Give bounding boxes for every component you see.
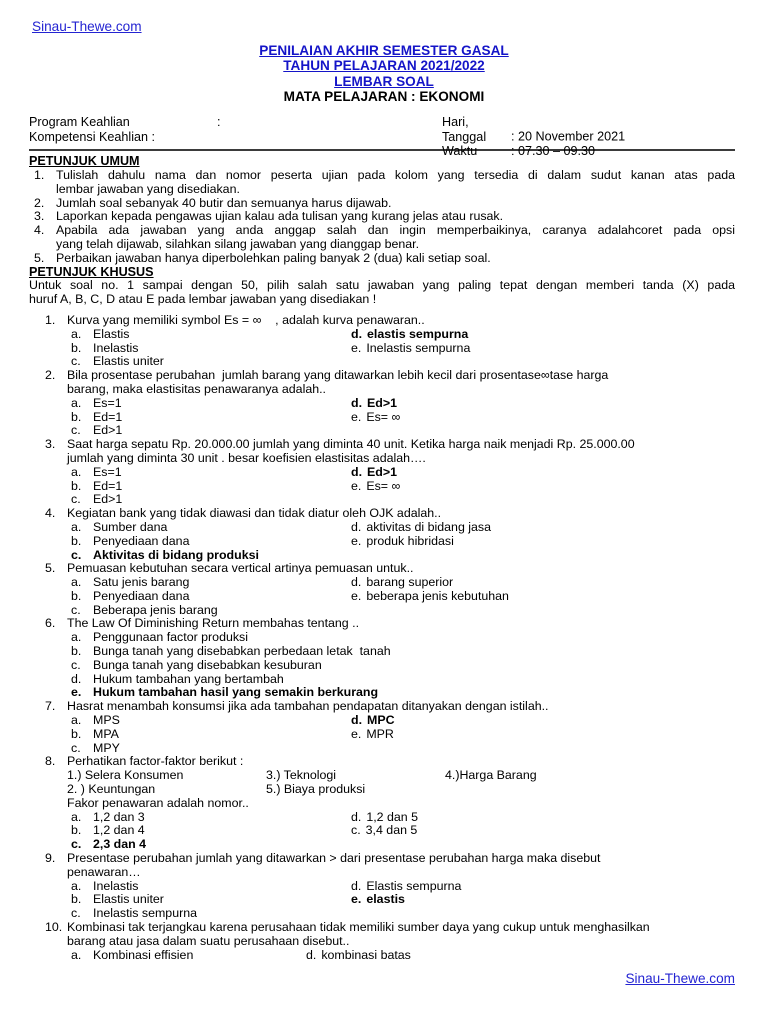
option-text: Inelastis sempurna bbox=[93, 906, 197, 921]
option-text: MPA bbox=[93, 726, 119, 741]
option-row bbox=[67, 411, 735, 425]
info-row-kompetensi bbox=[29, 130, 735, 145]
option-b bbox=[71, 644, 391, 658]
question bbox=[29, 700, 735, 755]
info-right-block bbox=[442, 115, 625, 159]
question bbox=[29, 438, 735, 507]
option-text: Ed>1 bbox=[367, 464, 397, 479]
option-label: c. bbox=[71, 354, 81, 369]
option-label: c. bbox=[71, 906, 81, 921]
option-text: aktivitas di bidang jasa bbox=[366, 519, 492, 534]
option-label: e. bbox=[351, 726, 362, 741]
option-row bbox=[67, 493, 735, 507]
option-row bbox=[67, 521, 735, 535]
option-d bbox=[351, 714, 395, 728]
petunjuk-item-line: Tulislah dahulu nama dan nomor peserta ujian pada kolom yang tersedia di dalam sudut kanan atas pada bbox=[56, 167, 735, 182]
option-a bbox=[71, 713, 120, 727]
question-text-line: Hasrat menambah konsumsi jika ada tambahan pendapatan ditanyakan dengan istilah.. bbox=[67, 699, 549, 714]
option-text: Inelastis bbox=[93, 340, 139, 355]
option-text: Aktivitas di bidang produksi bbox=[93, 547, 259, 562]
option-text: 3,4 dan 5 bbox=[365, 823, 418, 838]
petunjuk-item-text bbox=[56, 169, 735, 197]
petunjuk-khusus-heading: PETUNJUK KHUSUS bbox=[29, 264, 154, 279]
option-a bbox=[71, 396, 122, 410]
option-row bbox=[67, 342, 735, 356]
option-label: d. bbox=[306, 947, 317, 962]
option-label: c. bbox=[71, 657, 81, 672]
header-divider bbox=[29, 149, 735, 151]
option-c bbox=[71, 423, 122, 437]
question-number: 9. bbox=[45, 851, 56, 866]
question-text-line: Presentase perubahan jumlah yang ditawarkan > dari presentase perubahan harga maka disebut bbox=[67, 851, 601, 866]
program-keahlian-colon: : bbox=[217, 115, 221, 130]
option-row bbox=[67, 466, 735, 480]
option-row bbox=[67, 397, 735, 411]
option-row bbox=[67, 714, 735, 728]
petunjuk-item-text bbox=[56, 197, 735, 211]
option-label: a. bbox=[71, 878, 82, 893]
option-label: a. bbox=[71, 326, 82, 341]
option-a bbox=[71, 327, 130, 341]
option-text: Inelastis sempurna bbox=[366, 340, 471, 355]
petunjuk-item bbox=[29, 169, 735, 197]
option-row bbox=[67, 811, 735, 825]
option-row bbox=[67, 673, 735, 687]
factor-cell: 4.)Harga Barang bbox=[445, 768, 537, 783]
option-d bbox=[351, 880, 461, 894]
factor-cell: 5.) Biaya produksi bbox=[266, 782, 366, 797]
option-text: Elastis uniter bbox=[93, 892, 164, 907]
option-b bbox=[71, 823, 145, 837]
option-c bbox=[71, 548, 259, 562]
option-label: c. bbox=[71, 837, 82, 852]
hari-tanggal-value: : 20 November 2021 bbox=[511, 129, 626, 144]
petunjuk-item-number: 3. bbox=[34, 209, 45, 224]
question-lead-line: Fakor penawaran adalah nomor.. bbox=[67, 795, 249, 810]
option-label: e. bbox=[71, 685, 82, 700]
option-label: e. bbox=[351, 588, 362, 603]
option-label: a. bbox=[71, 947, 82, 962]
option-c bbox=[71, 837, 146, 851]
option-text: barang superior bbox=[366, 575, 454, 590]
question bbox=[29, 369, 735, 438]
option-text: Ed>1 bbox=[367, 395, 397, 410]
option-label: e. bbox=[351, 892, 362, 907]
option-row bbox=[67, 535, 735, 549]
option-c bbox=[71, 603, 218, 617]
petunjuk-item-line: yang telah dijawab, silahkan silang jawaban yang dianggap benar. bbox=[56, 236, 420, 251]
question-text-line: penawaran… bbox=[67, 864, 141, 879]
program-keahlian-label: Program Keahlian bbox=[29, 115, 130, 130]
info-row-program bbox=[29, 115, 735, 130]
option-c bbox=[351, 824, 417, 838]
option-b bbox=[71, 534, 189, 548]
petunjuk-item-line: Laporkan kepada pengawas ujian kalau ada tulisan yang kurang jelas atau rusak. bbox=[56, 209, 504, 224]
petunjuk-item-text bbox=[56, 252, 735, 266]
question bbox=[29, 852, 735, 921]
option-text: Es=1 bbox=[93, 395, 122, 410]
question-number: 3. bbox=[45, 437, 56, 452]
option-text: 2,3 dan 4 bbox=[93, 837, 147, 852]
option-text: Hukum tambahan yang bertambah bbox=[93, 671, 284, 686]
petunjuk-item-line: Apabila ada jawaban yang anda anggap salah dan ingin memperbaikinya, caranya adalahcoret pada opsi bbox=[56, 223, 735, 238]
option-d bbox=[71, 672, 284, 686]
option-e bbox=[351, 590, 509, 604]
question bbox=[29, 562, 735, 617]
option-label: b. bbox=[71, 588, 82, 603]
option-text: Hukum tambahan hasil yang semakin berkurang bbox=[93, 685, 379, 700]
option-row bbox=[67, 742, 735, 756]
option-text: Kombinasi effisien bbox=[93, 947, 194, 962]
option-row bbox=[67, 880, 735, 894]
option-label: d. bbox=[351, 809, 362, 824]
option-a bbox=[71, 810, 145, 824]
exam-title-line-1: PENILAIAN AKHIR SEMESTER GASAL bbox=[259, 43, 509, 58]
factor-cell: 3.) Teknologi bbox=[266, 768, 337, 783]
option-label: b. bbox=[71, 533, 82, 548]
option-row bbox=[67, 328, 735, 342]
question-text-line: barang, maka elastisitas penawaranya adalah.. bbox=[67, 381, 326, 396]
option-text: Es= ∞ bbox=[366, 409, 401, 424]
option-text: elastis sempurna bbox=[367, 326, 469, 341]
question-number: 1. bbox=[45, 312, 56, 327]
option-e bbox=[351, 728, 394, 742]
option-row bbox=[67, 590, 735, 604]
site-link-top[interactable]: Sinau-Thewe.com bbox=[32, 19, 142, 34]
info-row-waktu bbox=[442, 144, 625, 159]
option-label: e. bbox=[351, 478, 362, 493]
question-text-line: Bila prosentase perubahan jumlah barang yang ditawarkan lebih kecil dari prosentase∞tase harga bbox=[67, 368, 609, 383]
question-text-line: Kombinasi tak terjangkau karena perusahaan tidak memiliki sumber daya yang cukup untuk menghasilkan bbox=[67, 920, 650, 935]
option-text: produk hibridasi bbox=[366, 533, 454, 548]
petunjuk-item bbox=[29, 197, 735, 211]
option-e bbox=[351, 535, 454, 549]
option-text: Ed>1 bbox=[93, 423, 123, 438]
option-text: elastis bbox=[366, 892, 405, 907]
option-row bbox=[67, 838, 735, 852]
option-label: a. bbox=[71, 464, 82, 479]
option-label: d. bbox=[351, 575, 362, 590]
option-d bbox=[351, 521, 491, 535]
option-label: b. bbox=[71, 340, 82, 355]
question bbox=[29, 755, 735, 852]
exam-title-line-2: TAHUN PELAJARAN 2021/2022 bbox=[283, 58, 485, 74]
question-number: 4. bbox=[45, 506, 56, 521]
option-text: beberapa jenis kebutuhan bbox=[366, 588, 509, 603]
option-text: Beberapa jenis barang bbox=[93, 602, 218, 617]
question bbox=[29, 921, 735, 962]
factor-cell bbox=[445, 783, 735, 797]
waktu-label: Waktu bbox=[442, 144, 478, 159]
question-number: 8. bbox=[45, 754, 56, 769]
option-text: MPY bbox=[93, 740, 120, 755]
option-text: Es= ∞ bbox=[366, 478, 401, 493]
petunjuk-umum-list bbox=[29, 169, 735, 266]
petunjuk-umum-heading: PETUNJUK UMUM bbox=[29, 154, 140, 169]
option-label: a. bbox=[71, 809, 82, 824]
option-text: Elastis sempurna bbox=[366, 878, 462, 893]
waktu-value: : 07.30 – 09.30 bbox=[511, 144, 596, 159]
option-label: d. bbox=[351, 519, 362, 534]
question bbox=[29, 507, 735, 562]
option-label: b. bbox=[71, 726, 82, 741]
option-e bbox=[71, 685, 378, 699]
petunjuk-item-line: Perbaikan jawaban hanya diperbolehkan paling banyak 2 (dua) kali setiap soal. bbox=[56, 250, 491, 265]
option-b bbox=[71, 479, 122, 493]
option-row bbox=[67, 480, 735, 494]
option-text: MPS bbox=[93, 713, 120, 728]
option-b bbox=[71, 727, 119, 741]
option-label: d. bbox=[351, 713, 363, 728]
factor-cell: 1.) Selera Konsumen bbox=[67, 768, 184, 783]
question bbox=[29, 314, 735, 369]
option-row bbox=[67, 576, 735, 590]
petunjuk-item-line: Jumlah soal sebanyak 40 butir dan semuanya harus dijawab. bbox=[56, 195, 392, 210]
option-a bbox=[71, 948, 193, 962]
site-link-bottom[interactable]: Sinau-Thewe.com bbox=[625, 971, 735, 986]
option-text: MPC bbox=[367, 713, 395, 728]
petunjuk-khusus-line: huruf A, B, C, D atau E pada lembar jawaban yang disediakan ! bbox=[29, 292, 377, 307]
option-e bbox=[351, 411, 400, 425]
option-label: e. bbox=[351, 340, 362, 355]
page-content bbox=[29, 115, 735, 962]
option-label: c. bbox=[71, 492, 81, 507]
option-row bbox=[67, 424, 735, 438]
option-label: b. bbox=[71, 409, 82, 424]
option-label: c. bbox=[71, 602, 81, 617]
question bbox=[29, 617, 735, 700]
option-label: c. bbox=[351, 823, 361, 838]
option-d bbox=[351, 576, 453, 590]
question-text-line: The Law Of Diminishing Return membahas tentang .. bbox=[67, 616, 360, 631]
option-c bbox=[71, 492, 122, 506]
option-b bbox=[71, 410, 122, 424]
option-b bbox=[71, 341, 138, 355]
option-text: Bunga tanah yang disebabkan kesuburan bbox=[93, 657, 322, 672]
petunjuk-item bbox=[29, 210, 735, 224]
question-number: 7. bbox=[45, 699, 56, 714]
option-text: MPR bbox=[366, 726, 394, 741]
option-label: a. bbox=[71, 395, 82, 410]
petunjuk-khusus-text bbox=[29, 279, 735, 307]
option-text: Ed>1 bbox=[93, 492, 123, 507]
question-text-line: barang atau jasa dalam suatu perusahaan disebut.. bbox=[67, 933, 350, 948]
petunjuk-item-line: lembar jawaban yang disediakan. bbox=[56, 181, 240, 196]
exam-title-line-3: LEMBAR SOAL bbox=[334, 73, 434, 89]
option-a bbox=[71, 879, 138, 893]
kompetensi-keahlian-label: Kompetensi Keahlian : bbox=[29, 129, 156, 144]
option-row bbox=[67, 604, 735, 618]
question-number: 2. bbox=[45, 368, 56, 383]
option-row bbox=[67, 824, 735, 838]
option-label: d. bbox=[71, 671, 82, 686]
option-row bbox=[67, 686, 735, 700]
info-block bbox=[29, 115, 735, 159]
option-row bbox=[67, 907, 735, 921]
option-row bbox=[67, 549, 735, 563]
option-c bbox=[71, 906, 197, 920]
option-row bbox=[67, 728, 735, 742]
option-text: Elastis uniter bbox=[93, 354, 164, 369]
option-text: Es=1 bbox=[93, 464, 122, 479]
petunjuk-item-number: 5. bbox=[34, 250, 45, 265]
option-label: d. bbox=[351, 395, 363, 410]
option-label: c. bbox=[71, 547, 82, 562]
question-number: 5. bbox=[45, 561, 56, 576]
option-label: a. bbox=[71, 575, 82, 590]
option-row bbox=[67, 659, 735, 673]
option-text: Penggunaan factor produksi bbox=[93, 630, 248, 645]
option-row bbox=[67, 645, 735, 659]
question-text-line: Saat harga sepatu Rp. 20.000.00 jumlah yang diminta 40 unit. Ketika harga naik menjadi Rp. 25.000.00 bbox=[67, 437, 635, 452]
option-c bbox=[71, 658, 322, 672]
option-row bbox=[67, 631, 735, 645]
option-a bbox=[71, 465, 122, 479]
option-text: 1,2 dan 5 bbox=[366, 809, 419, 824]
hari-tanggal-label: Hari, Tanggal bbox=[442, 115, 487, 144]
option-d bbox=[351, 397, 397, 411]
option-label: b. bbox=[71, 823, 82, 838]
option-label: d. bbox=[351, 326, 363, 341]
factor-row bbox=[67, 783, 735, 797]
option-text: Bunga tanah yang disebabkan perbedaan letak tanah bbox=[93, 644, 391, 659]
option-text: Ed=1 bbox=[93, 409, 123, 424]
option-e bbox=[351, 893, 405, 907]
petunjuk-item-number: 1. bbox=[34, 167, 45, 182]
option-text: Sumber dana bbox=[93, 519, 168, 534]
option-b bbox=[71, 589, 189, 603]
option-a bbox=[71, 630, 248, 644]
option-d bbox=[351, 466, 397, 480]
petunjuk-item-number: 2. bbox=[34, 195, 45, 210]
option-c bbox=[71, 741, 120, 755]
question-text-line: Pemuasan kebutuhan secara vertical artinya pemuasan untuk.. bbox=[67, 561, 414, 576]
option-label: b. bbox=[71, 892, 82, 907]
option-label: b. bbox=[71, 644, 82, 659]
option-label: a. bbox=[71, 713, 82, 728]
option-a bbox=[71, 575, 189, 589]
question-number: 10. bbox=[45, 920, 63, 935]
question-number: 6. bbox=[45, 616, 56, 631]
questions-list bbox=[29, 314, 735, 962]
option-label: e. bbox=[351, 409, 362, 424]
option-b bbox=[71, 892, 164, 906]
question-text-line: Kegiatan bank yang tidak diawasi dan tidak diatur oleh OJK adalah.. bbox=[67, 506, 442, 521]
option-d bbox=[351, 811, 418, 825]
factor-row bbox=[67, 769, 735, 783]
petunjuk-item-number: 4. bbox=[34, 223, 45, 238]
petunjuk-item-text bbox=[56, 224, 735, 252]
question-text-line: Perhatikan factor-faktor berikut : bbox=[67, 754, 244, 769]
option-label: b. bbox=[71, 478, 82, 493]
option-label: d. bbox=[351, 464, 363, 479]
option-label: c. bbox=[71, 423, 81, 438]
option-label: c. bbox=[71, 740, 81, 755]
option-text: Satu jenis barang bbox=[93, 575, 190, 590]
option-text: Ed=1 bbox=[93, 478, 123, 493]
factor-cell: 2. ) Keuntungan bbox=[67, 782, 156, 797]
petunjuk-item bbox=[29, 224, 735, 252]
option-label: e. bbox=[351, 533, 362, 548]
option-row bbox=[67, 893, 735, 907]
petunjuk-khusus-line: Untuk soal no. 1 sampai dengan 50, pilih salah satu jawaban yang paling tepat dengan memberi tanda (X) pada bbox=[29, 278, 735, 293]
title-block bbox=[0, 0, 768, 104]
option-c bbox=[71, 354, 164, 368]
option-text: Penyediaan dana bbox=[93, 533, 190, 548]
option-d bbox=[306, 949, 411, 963]
option-e bbox=[351, 342, 470, 356]
option-text: kombinasi batas bbox=[321, 947, 411, 962]
option-row bbox=[67, 355, 735, 369]
option-text: Elastis bbox=[93, 326, 130, 341]
option-text: 1,2 dan 3 bbox=[93, 809, 145, 824]
option-label: d. bbox=[351, 878, 362, 893]
question-text-line: Kurva yang memiliki symbol Es = ∞ , adalah kurva penawaran.. bbox=[67, 312, 425, 327]
option-text: 1,2 dan 4 bbox=[93, 823, 145, 838]
option-e bbox=[351, 480, 400, 494]
info-row-hari bbox=[442, 115, 625, 144]
option-text: Inelastis bbox=[93, 878, 139, 893]
question-text-line: jumlah yang diminta 30 unit . besar koefisien elastisitas adalah…. bbox=[67, 450, 426, 465]
option-row bbox=[67, 949, 735, 963]
option-label: a. bbox=[71, 630, 82, 645]
option-d bbox=[351, 328, 468, 342]
petunjuk-item bbox=[29, 252, 735, 266]
option-a bbox=[71, 520, 167, 534]
option-text: Penyediaan dana bbox=[93, 588, 190, 603]
option-label: a. bbox=[71, 519, 82, 534]
petunjuk-item-text bbox=[56, 210, 735, 224]
subject-line: MATA PELAJARAN : EKONOMI bbox=[283, 88, 485, 104]
